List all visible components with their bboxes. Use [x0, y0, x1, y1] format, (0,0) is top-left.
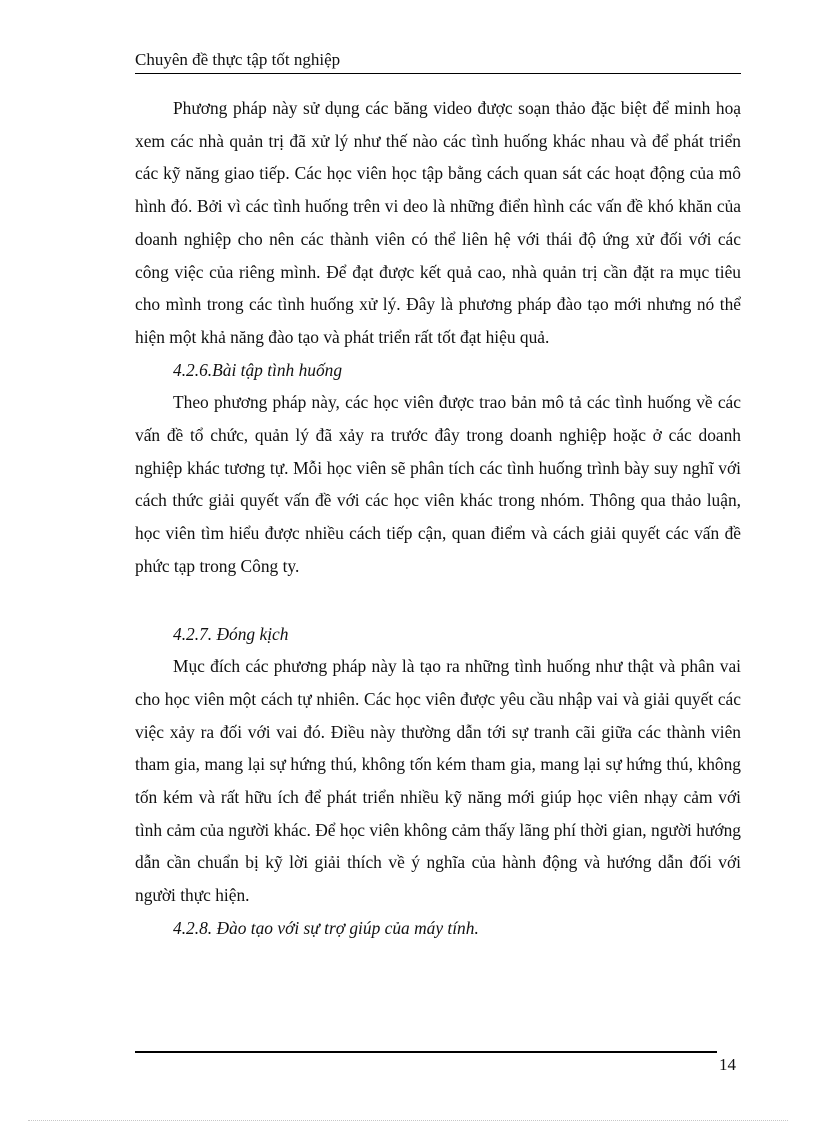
paragraph-video-method: Phương pháp này sử dụng các băng video được soạn thảo đặc biệt để minh hoạ xem các nhà quản trị đã xử lý như thế nào các tình huống khác nhau và để phát triển các kỹ năng giao tiếp. Các học viên học tập bằng cách quan sát các hoạt động của mô hình đó. Bởi vì các tình huống trên vi deo là những điển hình các vấn đề khó khăn của doanh nghiệp cho nên các thành viên có thể liên hệ với thái độ ứng xử đối với các công việc của riêng mình. Để đạt được kết quả cao, nhà quản trị cần đặt ra mục tiêu cho mình trong các tình huống xử lý. Đây là phương pháp đào tạo mới nhưng nó thể hiện một khả năng đào tạo và phát triển rất tốt đạt hiệu quả.	[135, 98, 741, 347]
heading-role-play: 4.2.7. Đóng kịch	[173, 623, 289, 644]
page-content	[135, 92, 741, 945]
paragraph-case-study: Theo phương pháp này, các học viên được trao bản mô tả các tình huống về các vấn đề tổ chức, quản lý đã xảy ra trước đây trong doanh nghiệp hoặc ở các doanh nghiệp khác tương tự. Mỗi học viên sẽ phân tích các tình huống trình bày suy nghĩ với cách thức giải quyết vấn đề với các học viên khác trong nhóm. Thông qua thảo luận, học viên tìm hiểu được nhiều cách tiếp cận, quan điểm và cách giải quyết các vấn đề phức tạp trong Công ty.	[135, 392, 741, 576]
footer-divider	[135, 1051, 717, 1053]
page-number: 14	[719, 1055, 736, 1074]
paragraph-role-play: Mục đích các phương pháp này là tạo ra những tình huống như thật và phân vai cho học viên một cách tự nhiên. Các học viên được yêu cầu nhập vai và giải quyết các việc xảy ra đối với vai đó. Điều này thường dẫn tới sự tranh cãi giữa các thành viên tham gia, mang lại sự hứng thú, không tốn kém tham gia, mang lại sự hứng thú, không tốn kém và rất hữu ích để phát triển nhiều kỹ năng mới giúp học viên nhạy cảm với tình cảm của người khác. Để học viên không cảm thấy lãng phí thời gian, người hướng dẫn cần chuẩn bị kỹ lời giải thích về ý nghĩa của hành động và hướng dẫn đối với người thực hiện.	[135, 656, 741, 906]
heading-computer-training: 4.2.8. Đào tạo với sự trợ giúp của máy tính.	[173, 917, 479, 938]
page-bottom-border	[28, 1120, 788, 1121]
section-spacer	[135, 583, 741, 618]
page-header	[135, 49, 741, 74]
heading-case-study: 4.2.6.Bài tập tình huống	[173, 359, 343, 380]
document-title: Chuyên đề thực tập tốt nghiệp	[135, 50, 341, 69]
